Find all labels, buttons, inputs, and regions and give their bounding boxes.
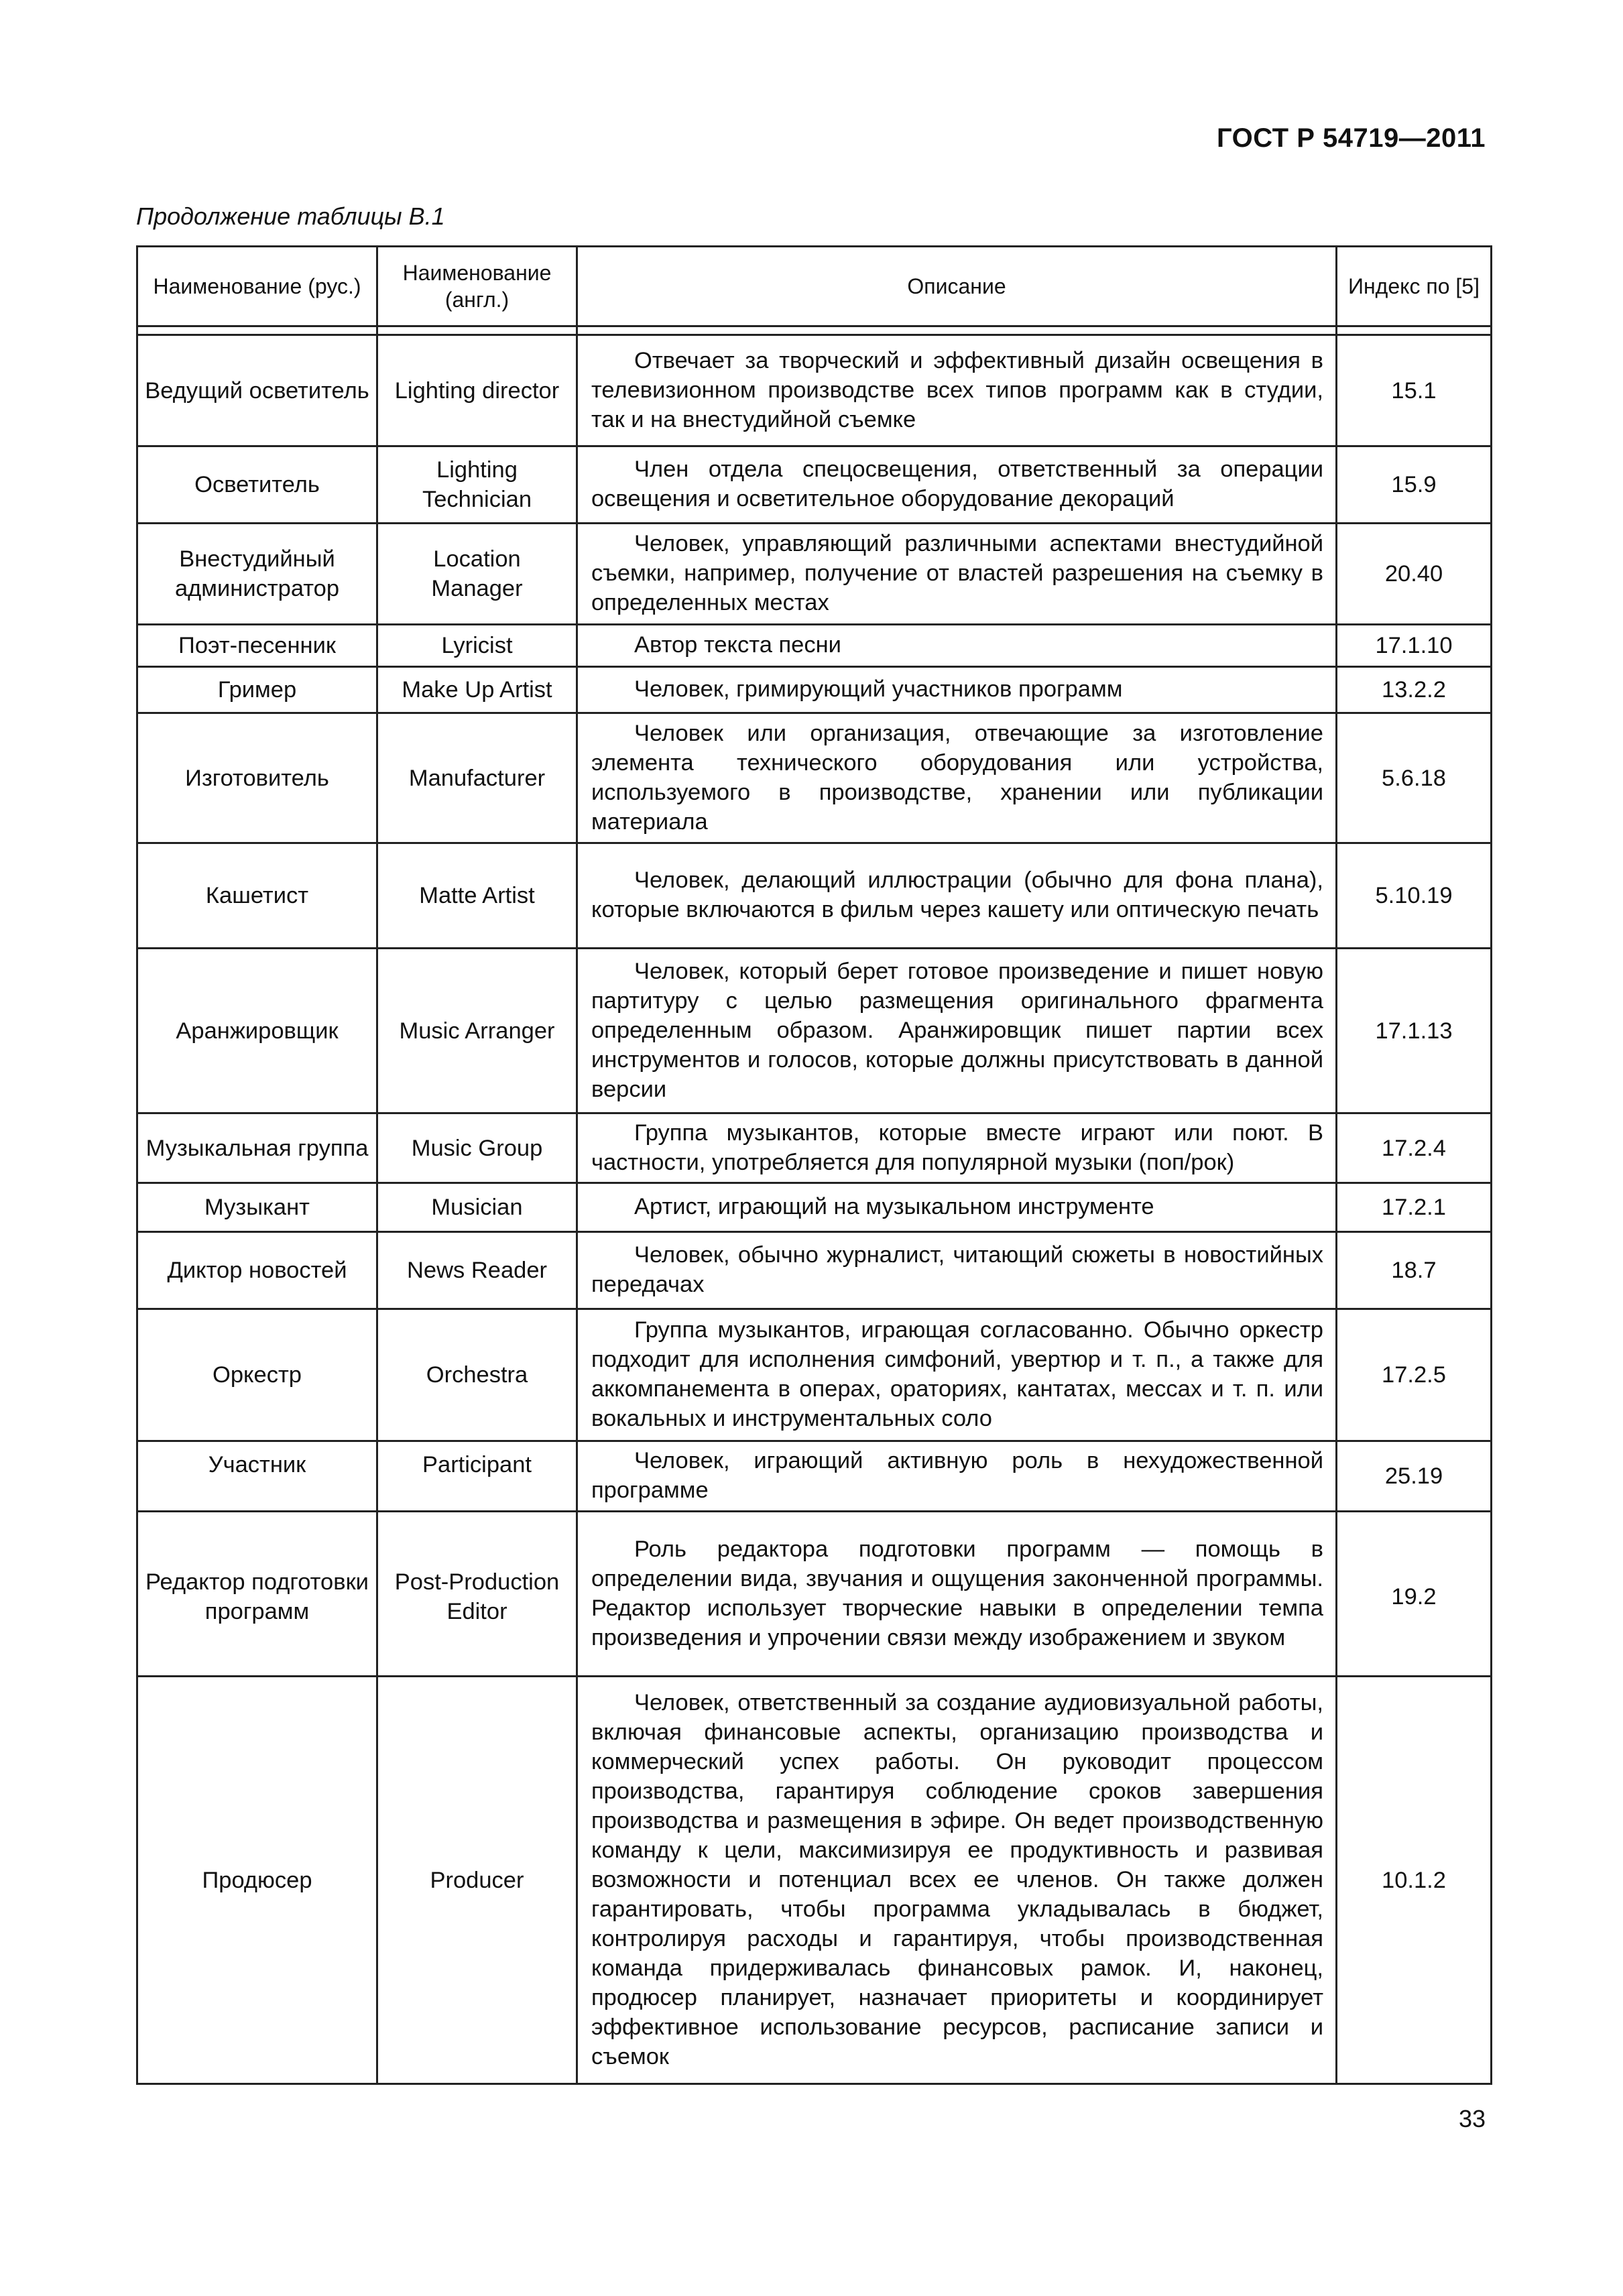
cell-en: Lyricist [377,625,577,667]
cell-ru: Аранжировщик [137,949,377,1113]
cell-desc: Человек, играющий активную роль в нехудожественной программе [577,1441,1337,1512]
cell-en: Post-Production Editor [377,1512,577,1677]
table-row [137,1113,1492,1183]
cell-ru: Продюсер [137,1677,377,2084]
col-header-index: Индекс по [5] [1337,247,1492,326]
cell-ru: Музыкальная группа [137,1113,377,1183]
cell-ru: Поэт-песенник [137,625,377,667]
cell-desc: Автор текста песни [577,625,1337,667]
table-row [137,1309,1492,1441]
cell-en: Participant [377,1441,577,1512]
cell-en: Orchestra [377,1309,577,1441]
cell-ru: Диктор новостей [137,1232,377,1309]
terms-table [136,245,1492,2085]
cell-ru: Осветитель [137,446,377,524]
cell-en: Producer [377,1677,577,2084]
cell-desc: Роль редактора подготовки программ — помощь в определении вида, звучания и ощущения законченной программы. Редактор использует творческие навыки в определении темпа произведения и упрочении связи между изображением и звуком [577,1512,1337,1677]
col-header-en: Наименование (англ.) [377,247,577,326]
cell-index: 25.19 [1337,1441,1492,1512]
cell-desc: Член отдела спецосвещения, ответственный за операции освещения и осветительное оборудование декораций [577,446,1337,524]
table-row [137,524,1492,625]
table-row [137,1677,1492,2084]
cell-ru: Оркестр [137,1309,377,1441]
cell-desc: Группа музыкантов, которые вместе играют или поют. В частности, употребляется для популярной музыки (поп/рок) [577,1113,1337,1183]
col-header-desc: Описание [577,247,1337,326]
cell-desc: Отвечает за творческий и эффективный дизайн освещения в телевизионном производстве всех типов программ как в студии, так и на внестудийной съемке [577,335,1337,446]
cell-ru: Участник [137,1441,377,1512]
cell-en: Lighting Technician [377,446,577,524]
table-row [137,1441,1492,1512]
cell-index: 15.1 [1337,335,1492,446]
cell-desc: Человек или организация, отвечающие за изготовление элемента технического оборудования или устройства, используемого в производстве, хранении или публикации материала [577,713,1337,843]
cell-index: 5.6.18 [1337,713,1492,843]
cell-desc: Человек, делающий иллюстрации (обычно для фона плана), которые включаются в фильм через кашету или оптическую печать [577,843,1337,949]
cell-desc: Человек, который берет готовое произведение и пишет новую партитуру с целью размещения оригинального фрагмента определенным образом. Аранжировщик пишет партии всех инструментов и голосов, которые должны присутствовать в данной версии [577,949,1337,1113]
table-header-row [137,247,1492,326]
table-row [137,1512,1492,1677]
cell-desc: Группа музыкантов, играющая согласованно. Обычно оркестр подходит для исполнения симфоний, увертюр и т. п., а также для аккомпанемента в операх, ораториях, кантатах, мессах и т. п. или вокальных и инструментальных соло [577,1309,1337,1441]
page-number: 33 [1458,2105,1486,2132]
cell-index: 15.9 [1337,446,1492,524]
cell-index: 17.2.5 [1337,1309,1492,1441]
table-row [137,713,1492,843]
cell-index: 18.7 [1337,1232,1492,1309]
cell-en: Musician [377,1183,577,1232]
cell-en: Make Up Artist [377,667,577,713]
cell-en: Location Manager [377,524,577,625]
cell-desc: Человек, гримирующий участников программ [577,667,1337,713]
table-row [137,335,1492,446]
cell-ru: Изготовитель [137,713,377,843]
header-separator [137,326,1492,335]
cell-desc: Человек, обычно журналист, читающий сюжеты в новостийных передачах [577,1232,1337,1309]
cell-ru: Внестудийный администратор [137,524,377,625]
cell-en: News Reader [377,1232,577,1309]
cell-index: 17.2.1 [1337,1183,1492,1232]
cell-index: 19.2 [1337,1512,1492,1677]
cell-index: 10.1.2 [1337,1677,1492,2084]
cell-ru: Кашетист [137,843,377,949]
table-row [137,1232,1492,1309]
cell-index: 17.2.4 [1337,1113,1492,1183]
cell-desc: Артист, играющий на музыкальном инструменте [577,1183,1337,1232]
col-header-ru: Наименование (рус.) [137,247,377,326]
cell-ru: Ведущий осветитель [137,335,377,446]
table-row [137,949,1492,1113]
cell-ru: Гример [137,667,377,713]
table-row [137,667,1492,713]
cell-index: 20.40 [1337,524,1492,625]
table-row [137,1183,1492,1232]
cell-en: Matte Artist [377,843,577,949]
table-row [137,843,1492,949]
cell-ru: Музыкант [137,1183,377,1232]
cell-desc: Человек, ответственный за создание аудиовизуальной работы, включая финансовые аспекты, организацию производства и коммерческий успех работы. Он руководит процессом производства, гарантируя соблюдение сроков завершения производства и размещения в эфире. Он ведет производственную команду к цели, максимизируя ее продуктивность и развивая возможности и потенциал всех ее членов. Он также должен гарантировать, чтобы программа укладывалась в бюджет, контролируя расходы и гарантируя, чтобы производственная команда придерживалась финансовых рамок. И, наконец, продюсер планирует, назначает приоритеты и координирует эффективное использование ресурсов, расписание записи и съемок [577,1677,1337,2084]
cell-index: 5.10.19 [1337,843,1492,949]
cell-desc: Человек, управляющий различными аспектами внестудийной съемки, например, получение от властей разрешения на съемку в определенных местах [577,524,1337,625]
cell-en: Manufacturer [377,713,577,843]
cell-en: Music Arranger [377,949,577,1113]
standard-code: ГОСТ Р 54719—2011 [1217,123,1486,153]
cell-en: Lighting director [377,335,577,446]
table-row [137,446,1492,524]
cell-ru: Редактор подготовки программ [137,1512,377,1677]
table-row [137,625,1492,667]
cell-en: Music Group [377,1113,577,1183]
cell-index: 13.2.2 [1337,667,1492,713]
table-caption: Продолжение таблицы В.1 [136,202,445,230]
cell-index: 17.1.10 [1337,625,1492,667]
cell-index: 17.1.13 [1337,949,1492,1113]
